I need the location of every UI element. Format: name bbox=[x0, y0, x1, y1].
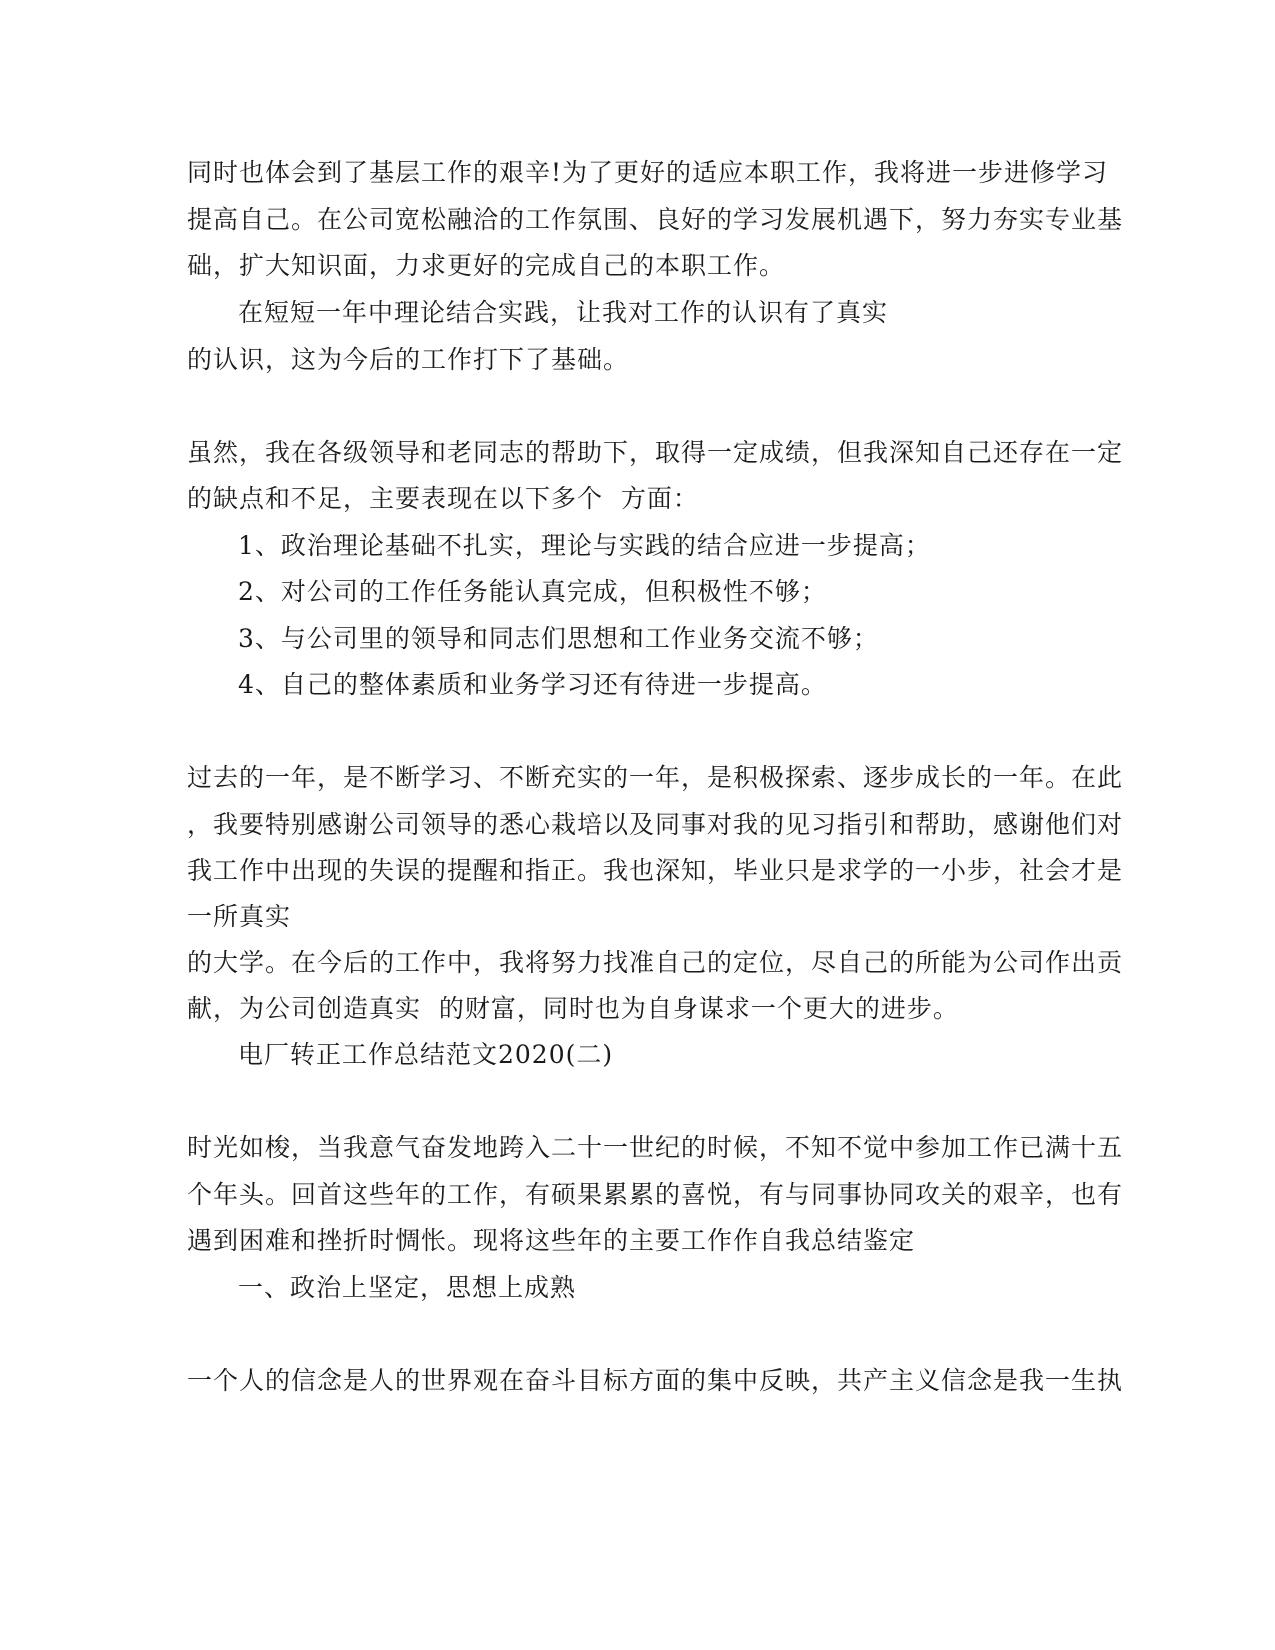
text-line: 的缺点和不足，主要表现在以下多个 方面： bbox=[187, 484, 699, 513]
text-line: 提高自己。在公司宽松融洽的工作氛围、良好的学习发展机遇下，努力夯实专业基 bbox=[187, 205, 1124, 234]
text-line: 一所真实 bbox=[187, 902, 292, 931]
list-item: 3、与公司里的领导和同志们思想和工作业务交流不够； bbox=[238, 624, 879, 653]
text-line: 础，扩大知识面，力求更好的完成自己的本职工作。 bbox=[187, 251, 786, 280]
text-line: 虽然，我在各级领导和老同志的帮助下，取得一定成绩，但我深知自己还存在一定 bbox=[187, 438, 1124, 467]
text-line: 一个人的信念是人的世界观在奋斗目标方面的集中反映，共产主义信念是我一生执 bbox=[187, 1366, 1124, 1395]
text-line: ，我要特别感谢公司领导的悉心栽培以及同事对我的见习指引和帮助，感谢他们对 bbox=[187, 810, 1124, 839]
text-line: 个年头。回首这些年的工作，有硕果累累的喜悦，有与同事协同攻关的艰辛，也有 bbox=[187, 1180, 1124, 1209]
text-line: 时光如梭，当我意气奋发地跨入二十一世纪的时候，不知不觉中参加工作已满十五 bbox=[187, 1133, 1124, 1162]
list-item: 2、对公司的工作任务能认真完成，但积极性不够； bbox=[238, 577, 827, 606]
text-line: 献，为公司创造真实 的财富，同时也为自身谋求一个更大的进步。 bbox=[187, 994, 959, 1023]
section-heading: 电厂转正工作总结范文2020(二) bbox=[238, 1040, 614, 1069]
subsection-heading: 一、政治上坚定，思想上成熟 bbox=[238, 1273, 577, 1302]
list-item: 1、政治理论基础不扎实，理论与实践的结合应进一步提高； bbox=[238, 531, 931, 560]
text-line: 我工作中出现的失误的提醒和指正。我也深知，毕业只是求学的一小步，社会才是 bbox=[187, 856, 1124, 885]
list-item: 4、自己的整体素质和业务学习还有待进一步提高。 bbox=[238, 670, 827, 699]
text-line: 的大学。在今后的工作中，我将努力找准自己的定位，尽自己的所能为公司作出贡 bbox=[187, 948, 1124, 977]
text-line: 遇到困难和挫折时惆怅。现将这些年的主要工作作自我总结鉴定 bbox=[187, 1226, 916, 1255]
text-line: 的认识，这为今后的工作打下了基础。 bbox=[187, 345, 630, 374]
text-line: 过去的一年，是不断学习、不断充实的一年，是积极探索、逐步成长的一年。在此 bbox=[187, 763, 1124, 792]
text-line: 在短短一年中理论结合实践，让我对工作的认识有了真实 bbox=[238, 298, 889, 327]
text-line: 同时也体会到了基层工作的艰辛!为了更好的适应本职工作，我将进一步进修学习 bbox=[187, 158, 1109, 187]
